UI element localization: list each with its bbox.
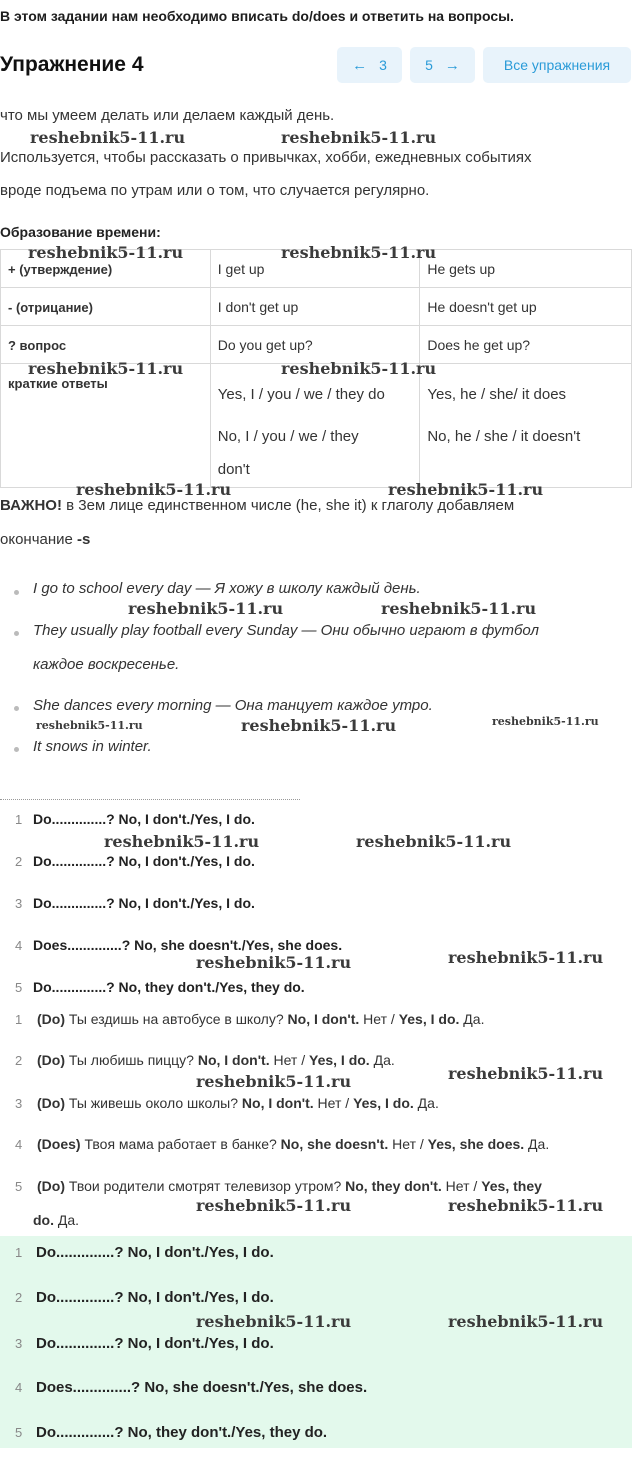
cell-short-answers-i bbox=[210, 364, 420, 488]
next-exercise-button[interactable] bbox=[410, 47, 475, 83]
watermark: reshebnik5-11.ru bbox=[76, 480, 232, 499]
answer-number: 3 bbox=[15, 1096, 23, 1111]
answer-aux: (Do) bbox=[37, 1178, 65, 1194]
answer-no: No, I don't. bbox=[197, 1052, 270, 1068]
explanation-line-2: Используется, чтобы рассказать о привычках, хобби, ежедневных событиях bbox=[0, 149, 532, 166]
green-question-2: Do..............? No, I don't./Yes, I do. bbox=[36, 1289, 274, 1306]
cell-affirmative-he: He gets up bbox=[420, 250, 632, 288]
important-note-line-2 bbox=[0, 531, 90, 548]
formation-heading: Образование времени: bbox=[0, 224, 161, 240]
answer-no-ru: Нет / bbox=[388, 1136, 428, 1152]
prev-exercise-label: 3 bbox=[379, 57, 387, 73]
row-label-affirmative: + (утверждение) bbox=[1, 250, 211, 288]
watermark: reshebnik5-11.ru bbox=[196, 953, 352, 972]
cell-short-answers-he bbox=[420, 364, 632, 488]
arrow-left-icon: ← bbox=[352, 56, 368, 74]
watermark: reshebnik5-11.ru bbox=[104, 832, 260, 851]
answer-2 bbox=[37, 1052, 395, 1068]
cell-affirmative-i: I get up bbox=[210, 250, 420, 288]
important-label: ВАЖНО! bbox=[0, 497, 62, 514]
answer-aux: (Does) bbox=[37, 1136, 81, 1152]
short-no-he: No, he / she / it doesn't bbox=[427, 428, 581, 445]
question-number: 2 bbox=[15, 1290, 23, 1305]
answer-no-ru: Нет / bbox=[441, 1178, 482, 1194]
watermark: reshebnik5-11.ru bbox=[196, 1072, 352, 1091]
answer-question: Ты живешь около школы? bbox=[65, 1095, 242, 1111]
page-title: Упражнение 4 bbox=[0, 53, 144, 76]
watermark: reshebnik5-11.ru bbox=[448, 948, 604, 967]
watermark: reshebnik5-11.ru bbox=[196, 1196, 352, 1215]
watermark: reshebnik5-11.ru bbox=[30, 128, 186, 147]
answer-number: 1 bbox=[15, 1012, 23, 1027]
row-label-short-answers: краткие ответы bbox=[1, 364, 211, 488]
answer-yes: Yes, I do. bbox=[309, 1052, 370, 1068]
green-question-5: Do..............? No, they don't./Yes, they do. bbox=[36, 1424, 328, 1441]
answer-yes-ru: Да. bbox=[459, 1011, 485, 1027]
question-number: 3 bbox=[15, 896, 23, 911]
important-suffix: -s bbox=[77, 531, 91, 548]
watermark: reshebnik5-11.ru bbox=[381, 599, 537, 618]
answer-1 bbox=[37, 1011, 484, 1027]
explanation-line-3: вроде подъема по утрам или о том, что случается регулярно. bbox=[0, 182, 430, 199]
watermark: reshebnik5-11.ru bbox=[448, 1064, 604, 1083]
answer-4 bbox=[37, 1136, 549, 1152]
short-yes-i: Yes, I / you / we / they do bbox=[217, 386, 385, 403]
answer-yes-ru: Да. bbox=[524, 1136, 550, 1152]
row-label-question: ? вопрос bbox=[1, 326, 211, 364]
answer-yes: Yes, I do. bbox=[398, 1011, 460, 1027]
example-2-cont: каждое воскресенье. bbox=[33, 656, 180, 673]
example-2: They usually play football every Sunday — Они обычно играют в футбол bbox=[33, 622, 539, 639]
answer-yes: Yes, I do. bbox=[353, 1095, 414, 1111]
answer-no-ru: Нет / bbox=[313, 1095, 354, 1111]
question-number: 5 bbox=[15, 1425, 23, 1440]
question-3: Do..............? No, I don't./Yes, I do. bbox=[33, 895, 255, 911]
bullet-dot bbox=[14, 590, 19, 595]
answer-yes: Yes, she does. bbox=[427, 1136, 525, 1152]
prev-exercise-button[interactable] bbox=[337, 47, 402, 83]
watermark: reshebnik5-11.ru bbox=[448, 1196, 604, 1215]
watermark: reshebnik5-11.ru bbox=[128, 599, 284, 618]
example-3: She dances every morning — Она танцует каждое утро. bbox=[33, 697, 433, 714]
watermark: reshebnik5-11.ru bbox=[388, 480, 544, 499]
arrow-right-icon: → bbox=[444, 56, 460, 74]
bullet-dot bbox=[14, 747, 19, 752]
answer-yes-ru: Да. bbox=[413, 1095, 439, 1111]
cell-question-i: Do you get up? bbox=[210, 326, 420, 364]
answer-aux: (Do) bbox=[37, 1095, 65, 1111]
answer-no: No, I don't. bbox=[287, 1011, 360, 1027]
watermark: reshebnik5-11.ru bbox=[281, 243, 437, 262]
question-1: Do..............? No, I don't./Yes, I do. bbox=[33, 811, 255, 827]
important-line2-text: окончание bbox=[0, 531, 78, 548]
answer-yes: Yes, they bbox=[481, 1178, 542, 1194]
watermark: reshebnik5-11.ru bbox=[28, 243, 184, 262]
important-text: в 3ем лице единственном числе (he, she it) к глаголу добавляем bbox=[61, 497, 515, 514]
watermark: reshebnik5-11.ru bbox=[448, 1312, 604, 1331]
short-no-i: No, I / you / we / they bbox=[217, 428, 359, 445]
answer-yes-ru: Да. bbox=[369, 1052, 395, 1068]
watermark: reshebnik5-11.ru bbox=[281, 359, 437, 378]
answer-question: Ты ездишь на автобусе в школу? bbox=[65, 1011, 288, 1027]
bullet-dot bbox=[14, 631, 19, 636]
answer-no: No, she doesn't. bbox=[280, 1136, 389, 1152]
question-number: 3 bbox=[15, 1336, 23, 1351]
answer-question: Ты любишь пиццу? bbox=[65, 1052, 198, 1068]
answer-aux: (Do) bbox=[37, 1011, 65, 1027]
question-2: Do..............? No, I don't./Yes, I do. bbox=[33, 853, 255, 869]
question-number: 4 bbox=[15, 938, 23, 953]
answer-question: Твои родители смотрят телевизор утром? bbox=[65, 1178, 346, 1194]
answer-5 bbox=[37, 1178, 542, 1194]
watermark: reshebnik5-11.ru bbox=[241, 716, 397, 735]
watermark: reshebnik5-11.ru bbox=[356, 832, 512, 851]
answer-5-cont bbox=[33, 1212, 79, 1228]
explanation-line-1: что мы умеем делать или делаем каждый день. bbox=[0, 107, 335, 124]
question-4: Does..............? No, she doesn't./Yes, she does. bbox=[33, 937, 343, 953]
watermark: reshebnik5-11.ru bbox=[196, 1312, 352, 1331]
question-number: 1 bbox=[15, 1245, 23, 1260]
next-exercise-label: 5 bbox=[425, 57, 433, 73]
question-number: 4 bbox=[15, 1380, 23, 1395]
watermark: reshebnik5-11.ru bbox=[492, 715, 599, 728]
green-question-4: Does..............? No, she doesn't./Yes, she does. bbox=[36, 1379, 368, 1396]
watermark: reshebnik5-11.ru bbox=[28, 359, 184, 378]
answer-no-ru: Нет / bbox=[269, 1052, 309, 1068]
answer-no-ru: Нет / bbox=[359, 1011, 399, 1027]
green-question-3: Do..............? No, I don't./Yes, I do. bbox=[36, 1335, 274, 1352]
green-question-1: Do..............? No, I don't./Yes, I do. bbox=[36, 1244, 274, 1261]
cell-negative-he: He doesn't get up bbox=[420, 288, 632, 326]
question-number: 1 bbox=[15, 812, 23, 827]
all-exercises-label: Все упражнения bbox=[503, 57, 611, 73]
answer-question: Твоя мама работает в банке? bbox=[80, 1136, 281, 1152]
watermark: reshebnik5-11.ru bbox=[36, 719, 143, 732]
short-yes-he: Yes, he / she/ it does bbox=[427, 386, 567, 403]
answer-number: 4 bbox=[15, 1137, 23, 1152]
answer-yes-cont: do. bbox=[33, 1212, 54, 1228]
answer-no: No, I don't. bbox=[241, 1095, 314, 1111]
cell-negative-i: I don't get up bbox=[210, 288, 420, 326]
question-number: 2 bbox=[15, 854, 23, 869]
watermark: reshebnik5-11.ru bbox=[281, 128, 437, 147]
example-1: I go to school every day — Я хожу в школу каждый день. bbox=[33, 580, 421, 597]
answer-yes-ru: Да. bbox=[54, 1212, 80, 1228]
cell-question-he: Does he get up? bbox=[420, 326, 632, 364]
answer-number: 2 bbox=[15, 1053, 23, 1068]
example-4: It snows in winter. bbox=[33, 738, 152, 755]
question-number: 5 bbox=[15, 980, 23, 995]
intro-text: В этом задании нам необходимо вписать do/does и ответить на вопросы. bbox=[0, 8, 514, 24]
answer-3 bbox=[37, 1095, 439, 1111]
short-no-i-cont: don't bbox=[217, 461, 250, 478]
question-5: Do..............? No, they don't./Yes, they do. bbox=[33, 979, 305, 995]
important-note bbox=[0, 497, 514, 514]
bullet-dot bbox=[14, 706, 19, 711]
answer-number: 5 bbox=[15, 1179, 23, 1194]
answer-no: No, they don't. bbox=[345, 1178, 442, 1194]
all-exercises-button[interactable] bbox=[483, 47, 631, 83]
answer-aux: (Do) bbox=[37, 1052, 65, 1068]
clipped-heading bbox=[0, 799, 300, 804]
row-label-negative: - (отрицание) bbox=[1, 288, 211, 326]
